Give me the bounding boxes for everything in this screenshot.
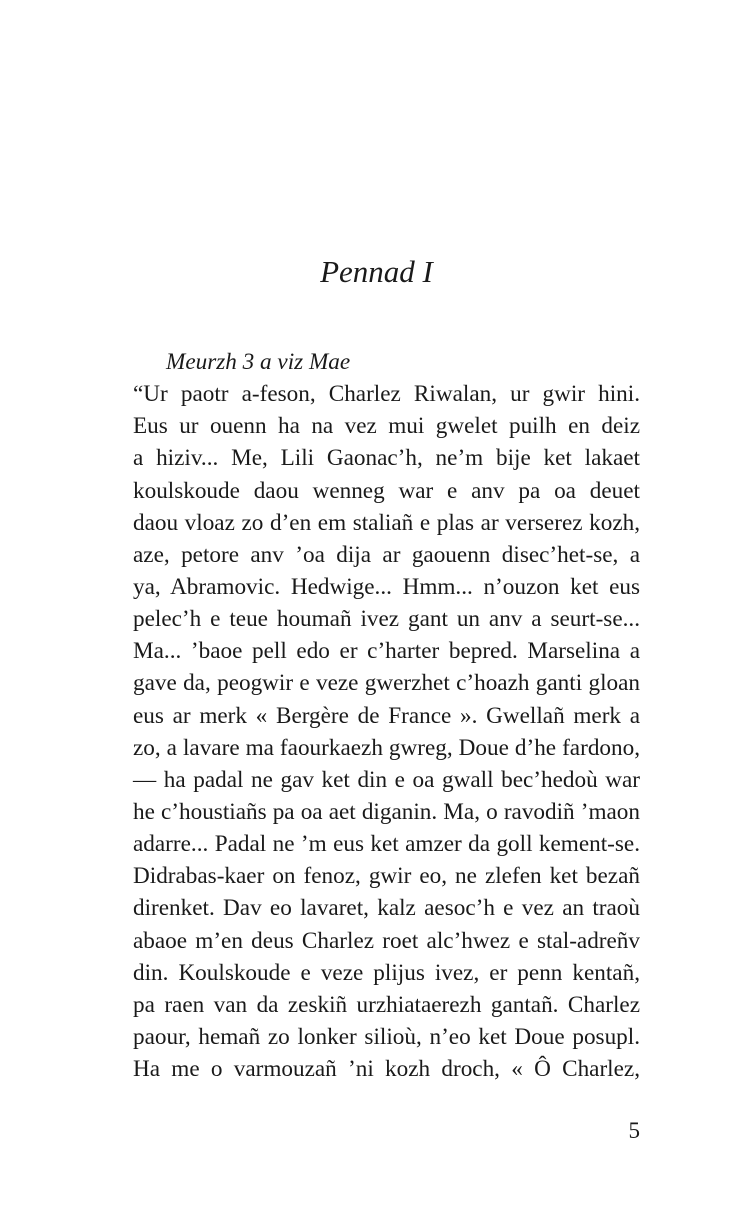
text-line: Eus ur ouenn ha na vez mui gwelet puilh en deiz [133,413,640,440]
body-text [133,346,640,1085]
text-line: pa raen van da zeskiñ urzhiataerezh gantañ. Charlez [133,991,640,1018]
text-line: zo, a lavare ma faourkaezh gwreg, Doue d’he fardono, [133,734,640,761]
page-number: 5 [628,1118,640,1143]
text-line: din. Koulskoude e veze plijus ivez, er penn kentañ, [133,959,640,986]
text-line: daou vloaz zo d’en em staliañ e plas ar verserez kozh, [133,509,640,536]
chapter-title: Pennad I [320,254,433,289]
date-heading: Meurzh 3 a viz Mae [166,349,351,375]
text-line: Didrabas-kaer on fenoz, gwir eo, ne zlefen ket bezañ [133,863,640,890]
text-line: koulskoude daou wenneg war e anv pa oa deuet [133,477,640,504]
text-line: gave da, peogwir e veze gwerzhet c’hoazh ganti gloan [133,670,640,697]
text-line: paour, hemañ zo lonker silioù, n’eo ket Doue posupl. [133,1023,640,1050]
text-line: — ha padal ne gav ket din e oa gwall bec’hedoù war [133,766,640,793]
text-line: pelec’h e teue houmañ ivez gant un anv a seurt-se... [133,606,640,633]
text-line: a hiziv... Me, Lili Gaonac’h, ne’m bije ket lakaet [133,445,640,472]
text-line: abaoe m’en deus Charlez roet alc’hwez e stal-adreñv [133,927,640,954]
text-line: “Ur paotr a-feson, Charlez Riwalan, ur gwir hini. [133,381,640,408]
text-line: he c’houstiañs pa oa aet diganin. Ma, o ravodiñ ’maon [133,798,640,825]
text-line: eus ar merk « Bergère de France ». Gwellañ merk a [133,702,640,729]
text-line: Ha me o varmouzañ ’ni kozh droch, « Ô Charlez, [133,1056,640,1083]
text-line: adarre... Padal ne ’m eus ket amzer da goll kement-se. [133,831,640,858]
text-line: Ma... ’baoe pell edo er c’harter bepred. Marselina a [133,638,640,665]
text-line: aze, petore anv ’oa dija ar gaouenn disec’het-se, a [133,541,640,568]
text-line: ya, Abramovic. Hedwige... Hmm... n’ouzon ket eus [133,574,640,600]
text-line: direnket. Dav eo lavaret, kalz aesoc’h e vez an traoù [133,895,640,922]
